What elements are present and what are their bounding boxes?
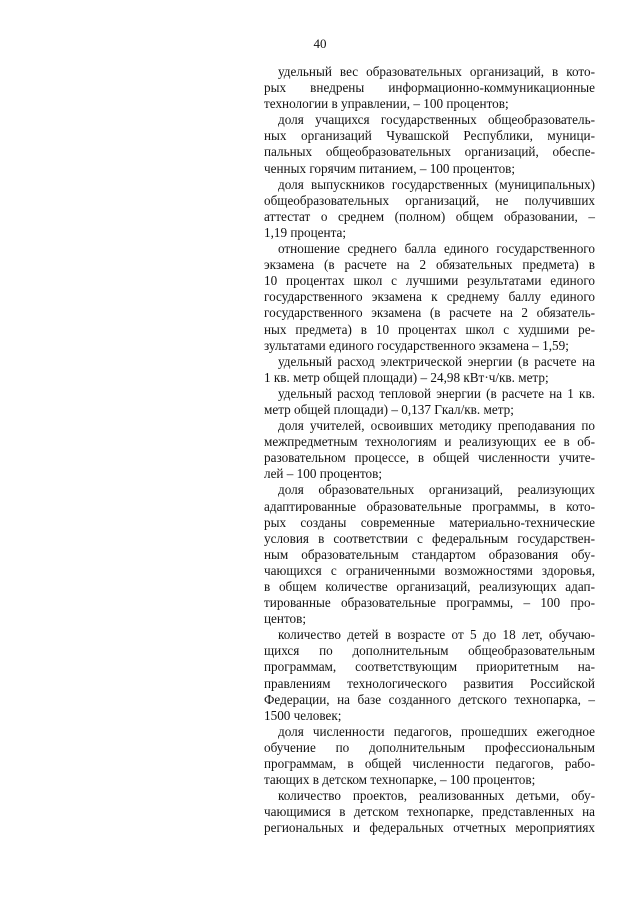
text-line: удельный расход тепловой энергии (в расчете на 1 кв.: [278, 385, 595, 401]
document-body: [264, 64, 595, 837]
text-line: адаптированные образовательные программы, в кото-: [264, 498, 595, 514]
paragraph: [264, 788, 595, 836]
text-line: зультатами единого государственного экзамена – 1,59;: [264, 337, 569, 353]
text-line: центов;: [264, 611, 307, 627]
text-line: чающихся с ограниченными возможностями здоровья,: [264, 562, 595, 578]
text-line: доля численности педагогов, прошедших ежегодное: [278, 723, 595, 739]
text-line: рых внедрены информационно-коммуникационные: [264, 80, 595, 96]
text-line: доля учителей, освоивших методику преподавания по: [278, 418, 595, 434]
page-number: 40: [313, 36, 327, 51]
text-line: метр общей площади) – 0,137 Гкал/кв. метр;: [264, 401, 514, 417]
paragraph: [264, 724, 595, 788]
text-line: лей – 100 процентов;: [264, 466, 383, 482]
text-line: программам, соответствующим приоритетным на-: [264, 659, 595, 675]
text-line: отношение среднего балла единого государственного: [278, 241, 595, 257]
text-line: удельный расход электрической энергии (в расчете на: [278, 353, 595, 369]
text-line: доля учащихся государственных общеобразователь-: [278, 112, 595, 128]
text-line: доля выпускников государственных (муниципальных): [278, 176, 595, 192]
text-line: 1500 человек;: [264, 707, 342, 723]
text-line: количество детей в возрасте от 5 до 18 лет, обучаю-: [278, 627, 595, 643]
text-line: общеобразовательных организаций, не получивших: [264, 192, 595, 208]
text-line: условия в соответствии с федеральным государствен-: [264, 530, 595, 546]
text-line: тающих в детском технопарке, – 100 процентов;: [264, 772, 536, 788]
text-line: разовательном процессе, в общей численности учите-: [264, 450, 595, 466]
text-line: программам, в общей численности педагогов, рабо-: [264, 756, 595, 772]
text-line: ным образовательным стандартом образования обу-: [264, 546, 595, 562]
text-line: региональных и федеральных отчетных мероприятиях: [264, 820, 595, 836]
paragraph: [264, 482, 595, 627]
text-line: экзамена (в расчете на 2 обязательных предмета) в: [264, 257, 595, 273]
paragraph: [264, 64, 595, 112]
paragraph: [264, 354, 595, 386]
text-line: доля образовательных организаций, реализующих: [278, 482, 595, 498]
text-line: в общем количестве организаций, реализующих адап-: [264, 579, 595, 594]
paragraph: [264, 386, 595, 418]
text-line: государственного экзамена к среднему баллу единого: [264, 289, 595, 305]
text-line: Федерации, на базе созданного детского технопарка, –: [264, 691, 595, 707]
text-line: государственного экзамена (в расчете на 2 обязатель-: [264, 305, 595, 321]
text-line: межпредметным технологиям и реализующих ее в об-: [264, 434, 595, 450]
text-line: рых созданы современные материально-технические: [264, 514, 595, 530]
paragraph: [264, 112, 595, 176]
text-line: щихся по дополнительным общеобразовательным: [264, 643, 595, 659]
text-line: тированные образовательные программы, – 100 про-: [264, 595, 595, 611]
text-line: ных предмета) в 10 процентах школ с худшими ре-: [264, 321, 595, 337]
text-line: чающимися в детском технопарке, представленных на: [264, 804, 595, 820]
text-line: ных организаций Чувашской Республики, муници-: [264, 128, 595, 144]
text-line: 1,19 процента;: [264, 224, 347, 240]
text-line: ченных горячим питанием, – 100 процентов;: [264, 160, 516, 176]
text-line: 1 кв. метр общей площади) – 24,98 кВт·ч/кв. метр;: [264, 369, 549, 385]
text-line: удельный вес образовательных организаций, в кото-: [278, 64, 595, 79]
text-line: правлениям технологического развития Российской: [264, 675, 595, 691]
paragraph: [264, 241, 595, 354]
text-line: обучение по дополнительным профессиональным: [264, 739, 595, 755]
text-line: 10 процентах школ с лучшими результатами единого: [264, 273, 595, 289]
text-line: технологии в управлении, – 100 процентов;: [264, 96, 509, 112]
text-line: аттестат о среднем (полном) общем образовании, –: [264, 208, 595, 224]
text-line: количество проектов, реализованных детьми, обу-: [278, 788, 595, 804]
text-line: пальных общеобразовательных организаций, обеспе-: [264, 144, 595, 160]
paragraph: [264, 418, 595, 482]
paragraph: [264, 627, 595, 724]
paragraph: [264, 177, 595, 241]
